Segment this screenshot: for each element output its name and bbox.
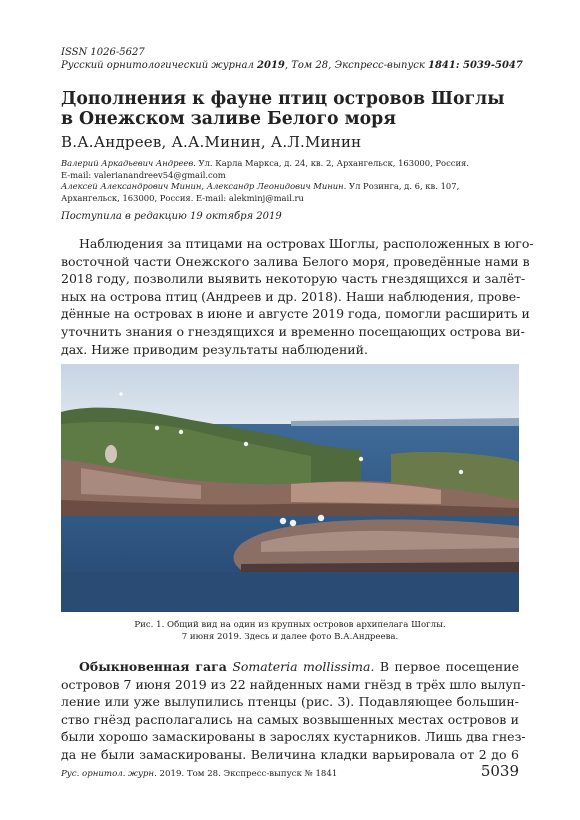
article-authors: В.А.Андреев, А.А.Минин, А.Л.Минин xyxy=(61,133,362,151)
intro-paragraph xyxy=(61,235,534,358)
figure-1-photo xyxy=(61,364,519,612)
affiliation-2: Алексей Александрович Минин, Александр Леонидович Минин. Ул Розинга, д. 6, кв. 107, xyxy=(61,181,460,191)
title-line-2: в Онежском заливе Белого моря xyxy=(61,109,396,129)
species-name-ru: Обыкновенная гага xyxy=(79,659,227,674)
issn: ISSN 1026-5627 xyxy=(61,47,145,58)
text-line: дах. Ниже приводим результаты наблюдений. xyxy=(61,341,368,357)
species-paragraph xyxy=(61,658,526,764)
article-title xyxy=(61,89,521,129)
species-name-latin: Somateria mollissima xyxy=(232,659,371,674)
affiliation-1: Валерий Аркадьевич Андреев. Ул. Карла Маркса, д. 24, кв. 2, Архангельск, 163000, Россия. xyxy=(61,158,469,168)
title-line-1: Дополнения к фауне птиц островов Шоглы xyxy=(61,89,505,109)
page-footer: Рус. орнитол. журн. 2019. Том 28. Экспресс-выпуск № 1841 xyxy=(61,769,338,779)
journal-pages: : 5039-5047 xyxy=(455,60,523,71)
page-number: 5039 xyxy=(480,762,519,780)
text-line: ство гнёзд располагались на самых возвышенных местах островов и xyxy=(61,711,519,727)
text-line: дённые на островах в июне и августе 2019 года, помогли расширить и xyxy=(61,306,530,322)
figure-1-caption xyxy=(61,619,519,643)
text-line: ных на острова птиц (Андреев и др. 2018). Наши наблюдения, прове- xyxy=(61,288,521,304)
journal-issue: 1841 xyxy=(428,60,456,71)
text-line: 2018 году, позволили выявить некоторую часть гнездящихся и залёт- xyxy=(61,271,526,287)
text-line: уточнить знания о гнездящихся и временно посещающих острова ви- xyxy=(61,323,525,339)
journal-year: 2019 xyxy=(257,60,285,71)
text-line: Обыкновенная гага Somateria mollissima. В первое посещение xyxy=(79,659,519,674)
journal-header xyxy=(61,46,523,72)
affiliation-2-address: Архангельск, 163000, Россия. E-mail: alekminj@mail.ru xyxy=(61,192,304,203)
author-affiliations xyxy=(61,158,531,204)
caption-line-1: Рис. 1. Общий вид на один из крупных островов архипелага Шоглы. xyxy=(134,620,446,630)
received-date: Поступила в редакцию 19 октября 2019 xyxy=(61,211,282,222)
affiliation-1-email: E-mail: valerianandreev54@gmail.com xyxy=(61,169,226,180)
text-line: да не были замаскированы. Величина кладки варьировала от 2 до 6 xyxy=(61,746,519,762)
caption-line-2: 7 июня 2019. Здесь и далее фото В.А.Андреева. xyxy=(181,632,399,642)
text-line: Наблюдения за птицами на островах Шоглы, расположенных в юго- xyxy=(79,236,534,251)
text-line: были хорошо замаскированы в зарослях кустарников. Лишь два гнез- xyxy=(61,729,526,745)
text-line: островов 7 июня 2019 из 22 найденных нами гнёзд в трёх шло вылуп- xyxy=(61,676,526,692)
text-line: ление или уже вылупились птенцы (рис. 3). Подавляющее большин- xyxy=(61,694,519,710)
text-line: восточной части Онежского залива Белого моря, проведённые нами в xyxy=(61,253,530,269)
journal-citation: Русский орнитологический журнал 2019, Том 28, Экспресс-выпуск 1841: 5039-5047 xyxy=(61,60,523,71)
